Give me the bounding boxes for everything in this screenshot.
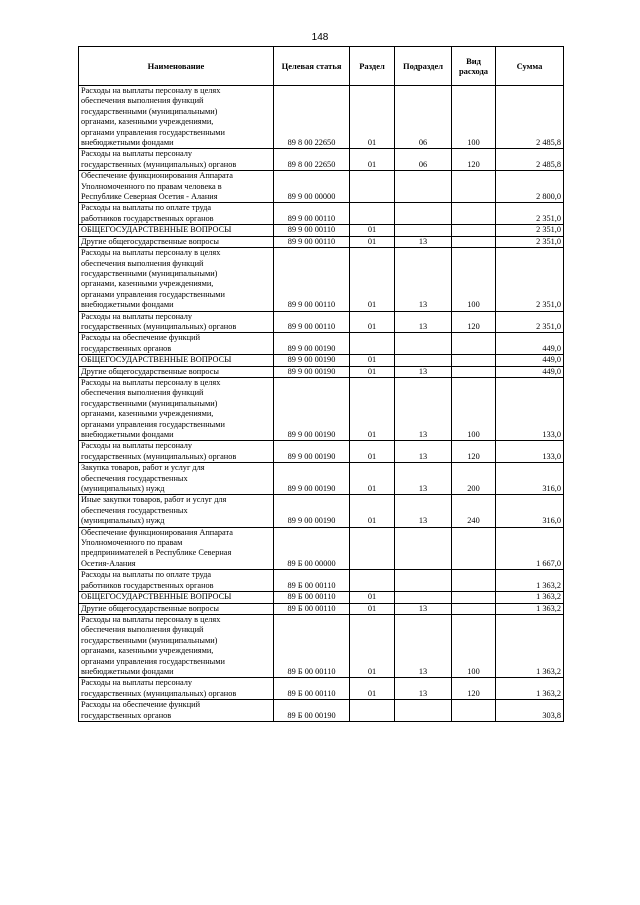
table-row (79, 603, 564, 614)
cell-expense-type: 100 (452, 248, 496, 311)
cell-subsection: 13 (395, 614, 452, 677)
table-body (79, 86, 564, 722)
cell-expense-type (452, 171, 496, 203)
cell-subsection: 13 (395, 311, 452, 333)
cell-expense-type (452, 236, 496, 247)
table-header (79, 47, 564, 86)
cell-code: 89 9 00 00190 (274, 463, 350, 495)
cell-name: ОБЩЕГОСУДАРСТВЕННЫЕ ВОПРОСЫ (79, 225, 274, 236)
cell-section (350, 700, 395, 722)
cell-sum: 1 363,2 (496, 614, 564, 677)
cell-expense-type (452, 225, 496, 236)
cell-code: 89 Б 00 00110 (274, 678, 350, 700)
cell-sum: 2 800,0 (496, 171, 564, 203)
header-expense-type: Вид расхода (452, 47, 496, 86)
cell-name: Расходы на выплаты персоналу государственных (муниципальных) органов (79, 311, 274, 333)
cell-sum: 2 351,0 (496, 248, 564, 311)
cell-expense-type: 240 (452, 495, 496, 527)
cell-expense-type: 120 (452, 311, 496, 333)
table-row (79, 614, 564, 677)
header-subsection: Подраздел (395, 47, 452, 86)
cell-sum: 1 363,2 (496, 592, 564, 603)
table-row (79, 495, 564, 527)
cell-name: Расходы на выплаты персоналу государственных (муниципальных) органов (79, 441, 274, 463)
table-row (79, 678, 564, 700)
cell-sum: 1 363,2 (496, 603, 564, 614)
cell-name: Закупка товаров, работ и услуг для обеспечения государственных (муниципальных) нужд (79, 463, 274, 495)
cell-expense-type: 120 (452, 678, 496, 700)
cell-section (350, 203, 395, 225)
cell-name: Расходы на выплаты персоналу в целях обеспечения выполнения функций государственными (муниципальными) органами, казенными учреждениями, органами управления государственными внебюджетными фондами (79, 248, 274, 311)
cell-subsection (395, 171, 452, 203)
cell-sum: 133,0 (496, 377, 564, 440)
cell-code: 89 Б 00 00000 (274, 527, 350, 570)
cell-expense-type (452, 366, 496, 377)
cell-section: 01 (350, 149, 395, 171)
cell-sum: 449,0 (496, 355, 564, 366)
cell-name: ОБЩЕГОСУДАРСТВЕННЫЕ ВОПРОСЫ (79, 355, 274, 366)
cell-code: 89 9 00 00190 (274, 377, 350, 440)
header-name: Наименование (79, 47, 274, 86)
cell-expense-type (452, 333, 496, 355)
table-row (79, 377, 564, 440)
table-row (79, 248, 564, 311)
table-row (79, 203, 564, 225)
cell-code: 89 9 00 00110 (274, 311, 350, 333)
cell-section (350, 171, 395, 203)
cell-sum: 2 351,0 (496, 225, 564, 236)
table-row (79, 311, 564, 333)
cell-name: Расходы на выплаты по оплате труда работников государственных органов (79, 203, 274, 225)
cell-section: 01 (350, 225, 395, 236)
cell-expense-type: 100 (452, 614, 496, 677)
table-row (79, 149, 564, 171)
cell-expense-type (452, 527, 496, 570)
cell-name: Обеспечение функционирования Аппарата Уполномоченного по правам предпринимателей в Республике Северная Осетия-Алания (79, 527, 274, 570)
cell-name: ОБЩЕГОСУДАРСТВЕННЫЕ ВОПРОСЫ (79, 592, 274, 603)
cell-sum: 2 485,8 (496, 149, 564, 171)
cell-section: 01 (350, 592, 395, 603)
cell-expense-type: 120 (452, 149, 496, 171)
cell-section: 01 (350, 248, 395, 311)
cell-sum: 2 485,8 (496, 86, 564, 149)
cell-expense-type (452, 355, 496, 366)
table-row (79, 86, 564, 149)
cell-expense-type (452, 570, 496, 592)
cell-subsection (395, 203, 452, 225)
cell-expense-type: 120 (452, 441, 496, 463)
cell-sum: 2 351,0 (496, 236, 564, 247)
table-row (79, 700, 564, 722)
cell-subsection: 06 (395, 86, 452, 149)
cell-expense-type (452, 203, 496, 225)
cell-expense-type: 200 (452, 463, 496, 495)
cell-name: Расходы на выплаты персоналу в целях обеспечения выполнения функций государственными (муниципальными) органами, казенными учреждениями, органами управления государственными внебюджетными фондами (79, 614, 274, 677)
cell-subsection: 13 (395, 463, 452, 495)
cell-section: 01 (350, 377, 395, 440)
cell-expense-type (452, 700, 496, 722)
cell-code: 89 8 00 22650 (274, 86, 350, 149)
cell-name: Другие общегосударственные вопросы (79, 603, 274, 614)
budget-table (78, 46, 564, 722)
cell-name: Иные закупки товаров, работ и услуг для обеспечения государственных (муниципальных) нужд (79, 495, 274, 527)
table-row (79, 527, 564, 570)
cell-expense-type: 100 (452, 86, 496, 149)
cell-section: 01 (350, 603, 395, 614)
cell-sum: 316,0 (496, 495, 564, 527)
cell-section: 01 (350, 355, 395, 366)
cell-name: Расходы на выплаты персоналу в целях обеспечения выполнения функций государственными (муниципальными) органами, казенными учреждениями, органами управления государственными внебюджетными фондами (79, 377, 274, 440)
table-row (79, 570, 564, 592)
cell-name: Другие общегосударственные вопросы (79, 236, 274, 247)
cell-subsection: 13 (395, 495, 452, 527)
cell-name: Расходы на обеспечение функций государственных органов (79, 700, 274, 722)
cell-expense-type: 100 (452, 377, 496, 440)
cell-code: 89 9 00 00110 (274, 225, 350, 236)
cell-subsection: 13 (395, 603, 452, 614)
page-number: 148 (311, 32, 329, 43)
cell-section: 01 (350, 463, 395, 495)
cell-code: 89 Б 00 00110 (274, 603, 350, 614)
cell-code: 89 Б 00 00110 (274, 592, 350, 603)
cell-section: 01 (350, 495, 395, 527)
table-row (79, 236, 564, 247)
cell-subsection (395, 700, 452, 722)
cell-code: 89 Б 00 00110 (274, 570, 350, 592)
cell-subsection: 13 (395, 441, 452, 463)
cell-section: 01 (350, 614, 395, 677)
cell-sum: 1 667,0 (496, 527, 564, 570)
cell-section: 01 (350, 678, 395, 700)
cell-subsection (395, 527, 452, 570)
cell-section (350, 527, 395, 570)
cell-code: 89 9 00 00190 (274, 441, 350, 463)
cell-code: 89 Б 00 00110 (274, 614, 350, 677)
cell-section (350, 333, 395, 355)
cell-section: 01 (350, 236, 395, 247)
cell-code: 89 9 00 00110 (274, 236, 350, 247)
cell-subsection: 13 (395, 248, 452, 311)
cell-sum: 316,0 (496, 463, 564, 495)
cell-code: 89 9 00 00110 (274, 203, 350, 225)
cell-name: Обеспечение функционирования Аппарата Уполномоченного по правам человека в Республике Северная Осетия - Алания (79, 171, 274, 203)
table-row (79, 225, 564, 236)
cell-sum: 449,0 (496, 333, 564, 355)
cell-subsection (395, 225, 452, 236)
cell-code: 89 Б 00 00190 (274, 700, 350, 722)
header-row (79, 47, 564, 86)
cell-sum: 2 351,0 (496, 311, 564, 333)
table-row (79, 171, 564, 203)
cell-subsection: 06 (395, 149, 452, 171)
cell-expense-type (452, 603, 496, 614)
cell-section: 01 (350, 86, 395, 149)
table-row (79, 366, 564, 377)
cell-subsection (395, 333, 452, 355)
cell-subsection: 13 (395, 366, 452, 377)
cell-sum: 1 363,2 (496, 678, 564, 700)
table-row (79, 463, 564, 495)
cell-code: 89 9 00 00190 (274, 333, 350, 355)
cell-subsection (395, 355, 452, 366)
table-row (79, 333, 564, 355)
cell-subsection (395, 570, 452, 592)
cell-code: 89 8 00 22650 (274, 149, 350, 171)
cell-section: 01 (350, 366, 395, 377)
table-row (79, 355, 564, 366)
cell-section: 01 (350, 311, 395, 333)
cell-sum: 2 351,0 (496, 203, 564, 225)
header-code: Целевая статья (274, 47, 350, 86)
table-row (79, 592, 564, 603)
cell-code: 89 9 00 00000 (274, 171, 350, 203)
cell-name: Расходы на выплаты по оплате труда работников государственных органов (79, 570, 274, 592)
cell-sum: 133,0 (496, 441, 564, 463)
cell-code: 89 9 00 00110 (274, 248, 350, 311)
cell-name: Расходы на обеспечение функций государственных органов (79, 333, 274, 355)
cell-subsection: 13 (395, 377, 452, 440)
cell-subsection: 13 (395, 236, 452, 247)
cell-name: Расходы на выплаты персоналу в целях обеспечения выполнения функций государственными (муниципальными) органами, казенными учреждениями, органами управления государственными внебюджетными фондами (79, 86, 274, 149)
header-sum: Сумма (496, 47, 564, 86)
cell-sum: 303,8 (496, 700, 564, 722)
cell-subsection (395, 592, 452, 603)
cell-name: Расходы на выплаты персоналу государственных (муниципальных) органов (79, 149, 274, 171)
cell-code: 89 9 00 00190 (274, 355, 350, 366)
cell-code: 89 9 00 00190 (274, 495, 350, 527)
header-section: Раздел (350, 47, 395, 86)
cell-name: Расходы на выплаты персоналу государственных (муниципальных) органов (79, 678, 274, 700)
table-row (79, 441, 564, 463)
cell-section: 01 (350, 441, 395, 463)
cell-code: 89 9 00 00190 (274, 366, 350, 377)
cell-section (350, 570, 395, 592)
cell-name: Другие общегосударственные вопросы (79, 366, 274, 377)
cell-expense-type (452, 592, 496, 603)
cell-sum: 1 363,2 (496, 570, 564, 592)
cell-subsection: 13 (395, 678, 452, 700)
cell-sum: 449,0 (496, 366, 564, 377)
